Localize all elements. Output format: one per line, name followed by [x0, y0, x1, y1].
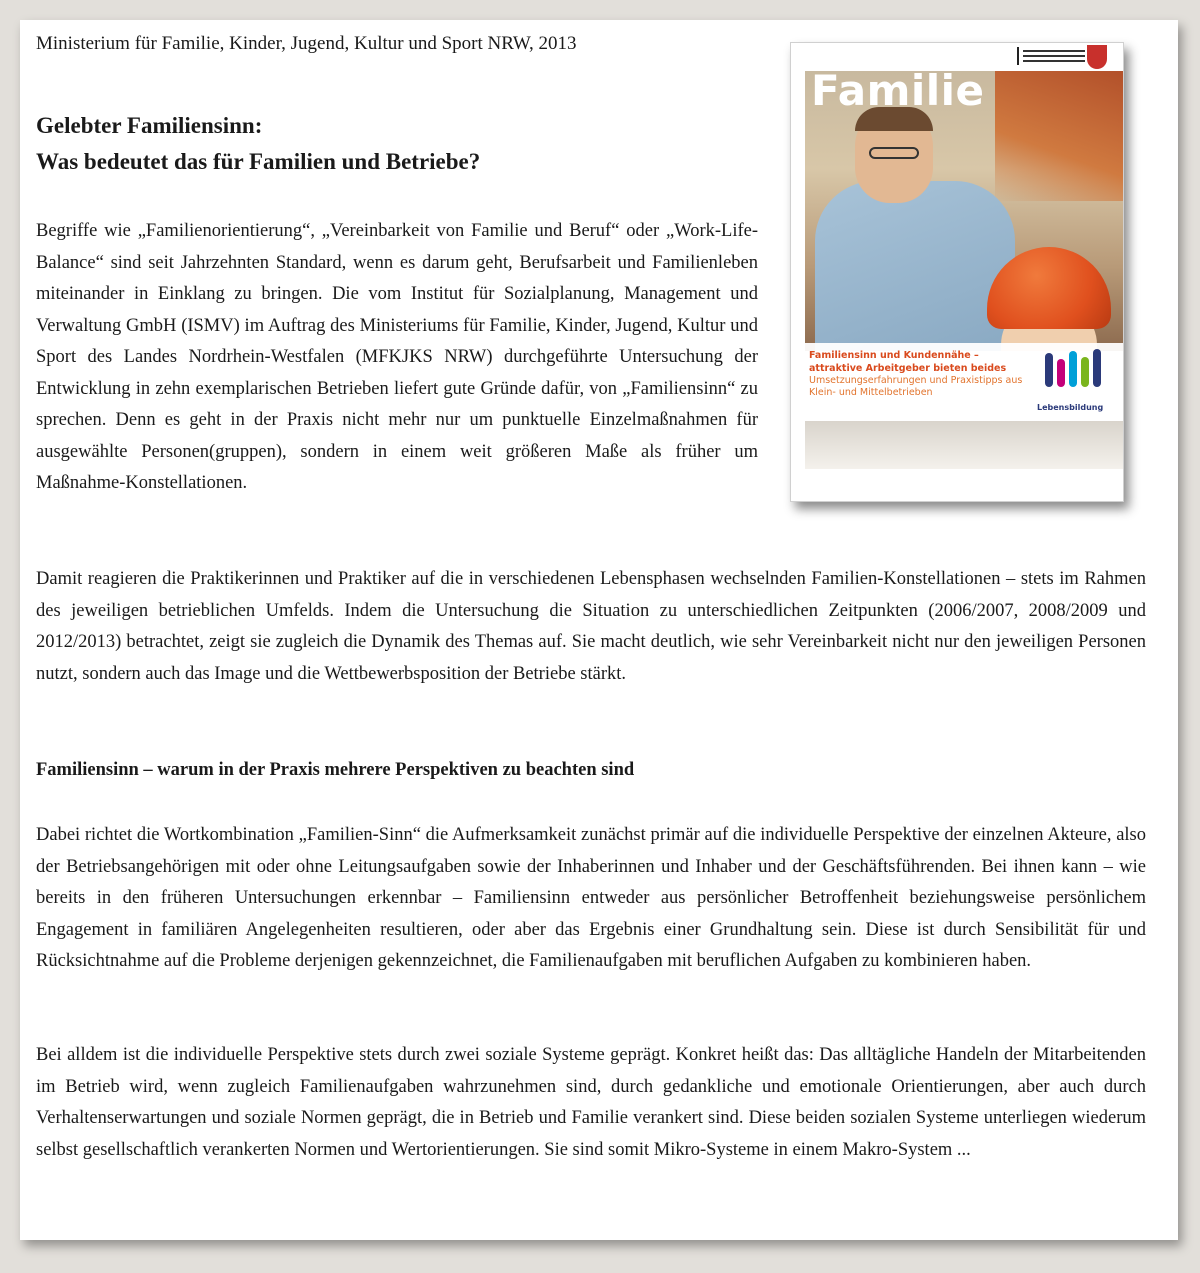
page-title [36, 108, 480, 180]
brochure-cover-image [790, 42, 1124, 502]
document-card [20, 20, 1178, 1240]
title-line-1: Gelebter Familiensinn: [36, 113, 263, 138]
paragraph-4: Bei alldem ist die individuelle Perspektive stets durch zwei soziale Systeme geprägt. Konkret heißt das: Das alltägliche Handeln der Mitarbeitenden im Betrieb wird, wenn zugleich Familienaufgaben wahrzunehmen sind, durch gedankliche und emotionale Orientierungen, aber auch durch Verhaltenserwartungen und soziale Normen geprägt, die in Betrieb und Familie verankert sind. Diese beiden sozialen Systeme unterliegen wiederum selbst gesellschaftlich verankerten Normen und Wertorientierungen. Sie sind somit Mikro-Systeme in einem Makro-System ... [36, 1045, 1146, 1160]
cover-bottom-photo [805, 421, 1123, 469]
title-line-2: Was bedeutet das für Familien und Betriebe? [36, 149, 481, 174]
cover-subtitle: Umsetzungserfahrungen und Praxistipps aus Klein- und Mittelbetrieben [809, 375, 1023, 398]
nrw-crest-icon [1087, 45, 1107, 69]
section-heading: Familiensinn – warum in der Praxis mehrere Perspektiven zu beachten sind [36, 760, 635, 780]
father-figure [815, 181, 1015, 351]
paragraph-3: Dabei richtet die Wortkombination „Familien-Sinn“ die Aufmerksamkeit zunächst primär auf die individuelle Perspektive der einzelnen Akteure, also der Betriebsangehörigen mit oder ohne Leitungsaufgaben sowie der Inhaberinnen und Inhaber und der Geschäftsführenden. Bei ihnen kann – wie bereits in den früheren Untersuchungen erkennbar – Familiensinn entweder aus persönlicher Betroffenheit beziehungsweise persönlichem Engagement in familiären Angelegenheiten resultieren, oder aber das Ergebnis einer Grundhaltung sein. Diese ist durch Sensibilität für und Rücksichtnahme auf die Probleme derjenigen gekennzeichnet, die Familienaufgaben mit beruflichen Aufgaben zu kombinieren haben. [36, 825, 1146, 971]
lebensbildung-logo-icon [1045, 349, 1103, 395]
paragraph-1: Begriffe wie „Familienorientierung“, „Vereinbarkeit von Familie und Beruf“ oder „Work-Life-Balance“ sind seit Jahrzehnten Standard, wenn es darum geht, Berufsarbeit und Familienleben miteinander in Einklang zu bringen. Die vom Institut für Sozialplanung, Management und Verwaltung GmbH (ISMV) im Auftrag des Ministeriums für Familie, Kinder, Jugend, Kultur und Sport des Landes Nordrhein-Westfalen (MFKJKS NRW) durchgeführte Untersuchung der Entwicklung in zehn exemplarischen Betrieben liefert gute Gründe dafür, von „Familiensinn“ zu sprechen. Denn es geht in der Praxis nicht mehr nur um punktuelle Einzelmaßnahmen für ausgewählte Personen(gruppen), sondern in einem weit größeren Maße als früher um Maßnahme-Konstellationen. [36, 221, 758, 493]
ministry-logo-icon [1017, 47, 1085, 65]
source-line: Ministerium für Familie, Kinder, Jugend, Kultur und Sport NRW, 2013 [36, 33, 577, 54]
paragraph-2: Damit reagieren die Praktikerinnen und Praktiker auf die in verschiedenen Lebensphasen wechselnden Familien-Konstellationen – stets im Rahmen des jeweiligen betrieblichen Umfelds. Indem die Untersuchung die Situation zu unterschiedlichen Zeitpunkten (2006/2007, 2008/2009 und 2012/2013) betrachtet, zeigt sie zugleich die Dynamik des Themas auf. Sie macht deutlich, wie sehr Vereinbarkeit nicht nur den jeweiligen Personen nutzt, sondern auch das Image und die Wettbewerbsposition der Betriebe stärkt. [36, 569, 1146, 684]
cover-subtitle-bold: Familiensinn und Kundennähe – attraktive Arbeitgeber bieten beides [809, 350, 1007, 374]
logo-label: Lebensbildung [1037, 403, 1104, 412]
cover-title: Familie [811, 66, 985, 115]
